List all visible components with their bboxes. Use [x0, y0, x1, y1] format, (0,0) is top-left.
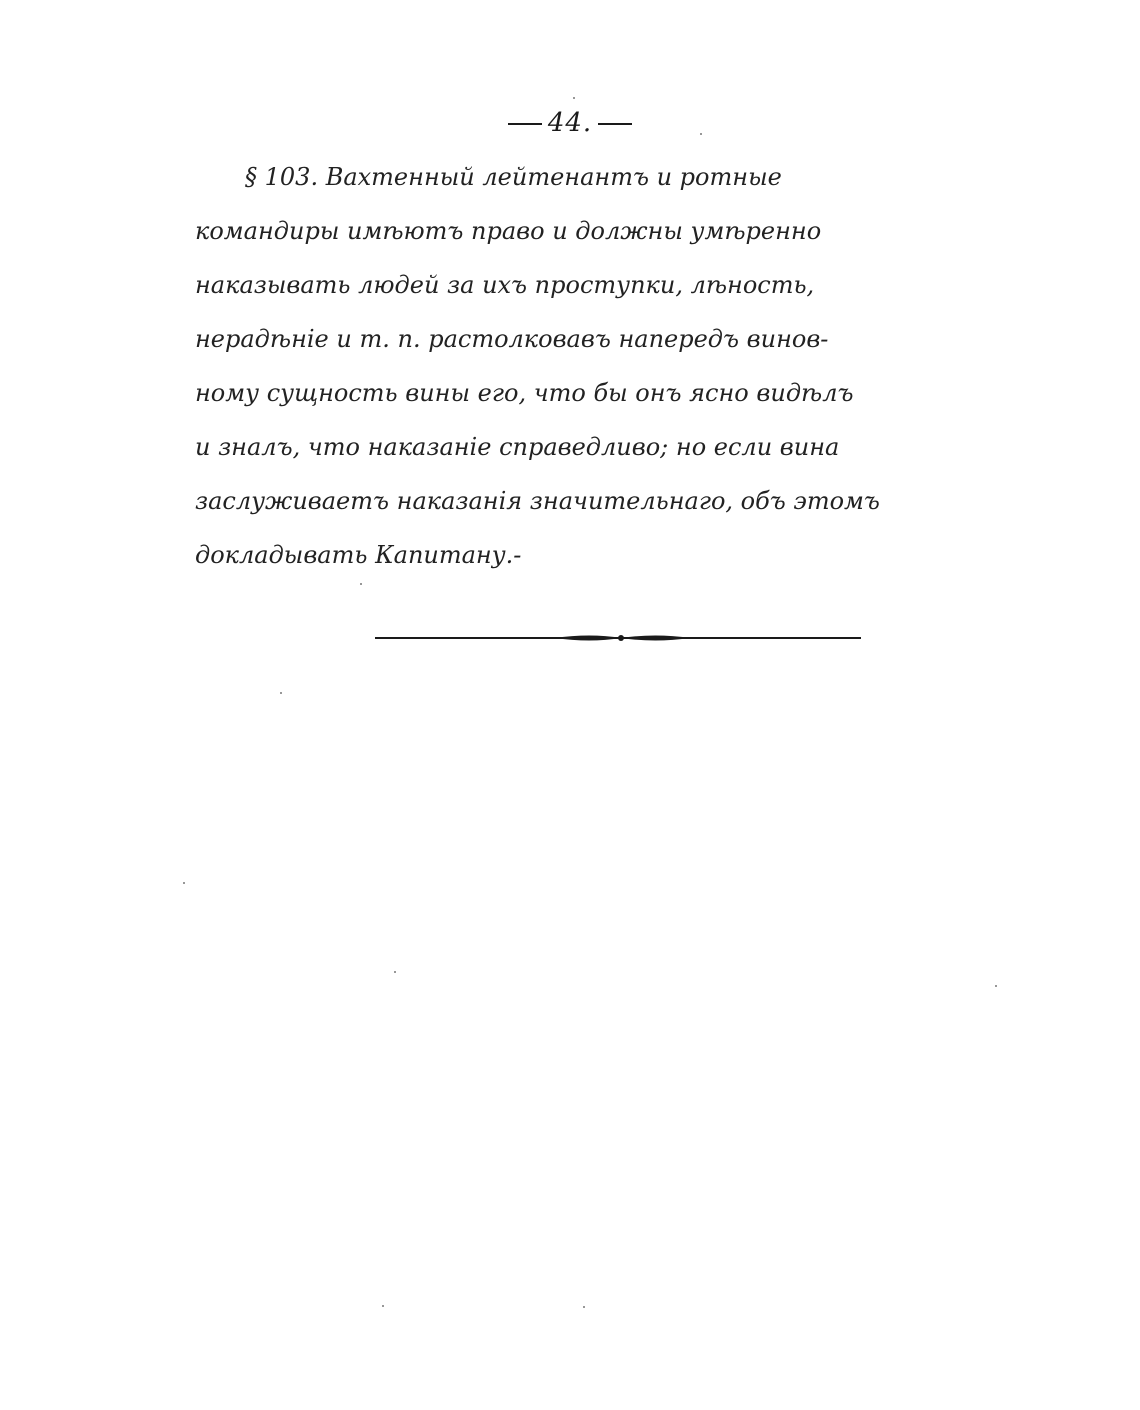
page-number-text: 44.	[547, 108, 593, 138]
paper-speck	[280, 692, 282, 694]
paper-speck	[382, 1305, 384, 1307]
paragraph-line: заслуживаетъ наказанія значительнаго, объ этомъ	[195, 487, 880, 515]
page-number-dash-left	[508, 123, 542, 125]
paragraph-103	[195, 150, 1045, 582]
paper-speck	[700, 133, 702, 135]
paragraph-line: ному сущность вины его, что бы онъ ясно видѣлъ	[195, 379, 854, 407]
ornamental-divider	[375, 630, 861, 646]
page-number	[0, 108, 1140, 138]
paper-speck	[183, 882, 185, 884]
paper-speck	[360, 583, 362, 585]
paper-speck	[995, 985, 997, 987]
paper-speck	[583, 1306, 585, 1308]
paragraph-line: докладывать Капитану.-	[195, 541, 522, 569]
paragraph-line: § 103. Вахтенный лейтенантъ и ротные	[245, 163, 782, 191]
paragraph-line: наказывать людей за ихъ проступки, лѣность,	[195, 271, 815, 299]
paragraph-line: нерадѣніе и т. п. растолковавъ напередъ винов-	[195, 325, 829, 353]
paragraph-line: и зналъ, что наказаніе справедливо; но если вина	[195, 433, 840, 461]
page-number-dash-right	[598, 123, 632, 125]
paragraph-line: командиры имѣютъ право и должны умѣренно	[195, 217, 822, 245]
paper-speck	[394, 971, 396, 973]
paper-speck	[573, 97, 575, 99]
